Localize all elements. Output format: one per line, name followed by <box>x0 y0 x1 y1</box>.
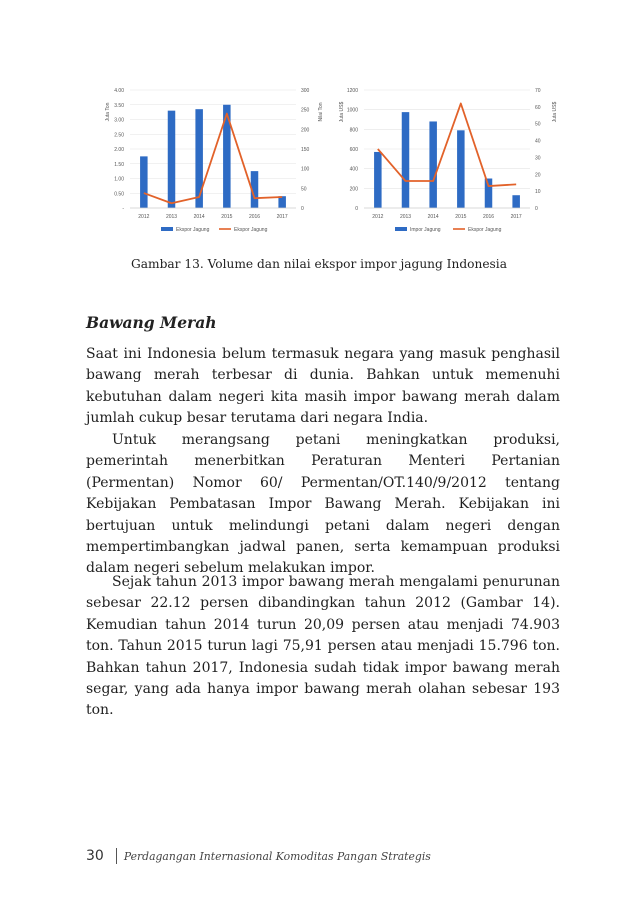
paragraph-3: Sejak tahun 2013 impor bawang merah mengalami penurunan sebesar 22.12 persen dibandingkan tahun 2012 (Gambar 14). Kemudian tahun 2014 turun 20,09 persen atau menjadi 74.903 ton. Tahun 2015 turun lagi 75,91 persen atau menjadi 15.796 ton. Bahkan tahun 2017, Indonesia sudah tidak impor bawang merah segar, yang ada hanya impor bawang merah olahan sebesar 193 ton. <box>86 574 560 719</box>
y-tick-right: 100 <box>301 166 310 173</box>
bar <box>140 156 148 208</box>
paragraph-1: Saat ini Indonesia belum termasuk negara yang masuk penghasil bawang merah terbesar di dunia. Bahkan untuk memenuhi kebutuhan dalam negeri kita masih impor bawang merah dalam jumlah cukup besar terutama dari negara India. <box>86 346 560 427</box>
y-tick-left: 3.00 <box>114 117 124 124</box>
figure-caption: Gambar 13. Volume dan nilai ekspor impor jagung Indonesia <box>131 257 507 271</box>
legend-swatch-bar <box>395 227 407 231</box>
series-line <box>378 103 516 186</box>
legend-label-bar: Ekspor Jagung <box>176 227 210 233</box>
y-tick-left: 2.00 <box>114 147 124 153</box>
y-axis-label-left: Juta US$ <box>339 101 345 123</box>
figure-13 <box>100 82 562 244</box>
y-axis-label-right: Nilai Ton <box>318 102 324 122</box>
y-tick-left: 2.50 <box>114 132 124 139</box>
y-tick-left: 0 <box>355 206 358 212</box>
y-axis-label-left: Juta Ton <box>105 102 111 122</box>
y-tick-right: 30 <box>535 155 541 162</box>
y-tick-right: 250 <box>301 107 310 114</box>
series-line <box>144 114 282 204</box>
bar <box>402 112 410 208</box>
chart-volume-export <box>100 82 328 244</box>
y-axis-label-right: Juta US$ <box>552 101 558 123</box>
y-tick-right: 150 <box>301 147 310 153</box>
y-tick-left: 3.50 <box>114 102 124 109</box>
y-tick-right: 20 <box>535 172 541 179</box>
paragraph-2: Untuk merangsang petani meningkatkan produksi, pemerintah menerbitkan Peraturan Menteri Pertanian (Permentan) Nomor 60/ Permentan/OT.140/9/2012 tentang Kebijakan Pembatasan Impor Bawang Merah. Kebijakan ini bertujuan untuk melindungi petani dalam negeri dengan mempertimbangkan jadwal panen, serta kemampuan produksi dalam negeri sebelum melakukan impor. <box>86 432 560 577</box>
legend-label-line: Ekspor Jagung <box>234 227 268 233</box>
bar <box>195 109 203 208</box>
x-tick-label: 2012 <box>138 214 150 220</box>
bar <box>374 152 382 208</box>
y-tick-left: 4.00 <box>114 88 124 94</box>
x-tick-label: 2017 <box>510 214 522 220</box>
bar <box>168 111 176 208</box>
x-tick-label: 2015 <box>221 214 233 220</box>
x-tick-label: 2014 <box>427 214 439 220</box>
x-tick-label: 2012 <box>372 214 384 220</box>
y-tick-right: 0 <box>301 206 304 212</box>
y-tick-right: 10 <box>535 189 541 196</box>
bar <box>485 179 493 209</box>
y-tick-right: 40 <box>535 138 541 145</box>
y-tick-right: 200 <box>301 127 310 134</box>
y-tick-left: 400 <box>349 166 358 173</box>
y-tick-right: 60 <box>535 104 541 111</box>
x-tick-label: 2016 <box>482 214 495 220</box>
chart-value-export-import-svg <box>334 82 562 244</box>
x-tick-label: 2016 <box>248 214 261 220</box>
footer-divider <box>116 848 117 864</box>
x-tick-label: 2015 <box>455 214 467 220</box>
y-tick-right: 70 <box>535 88 541 94</box>
book-title: Perdagangan Internasional Komoditas Pangan Strategis <box>123 849 431 863</box>
page-footer <box>86 848 431 864</box>
bar <box>457 130 465 208</box>
legend-swatch-bar <box>161 227 173 231</box>
legend-label-bar: Impor Jagung <box>410 227 441 233</box>
y-tick-left: - <box>122 206 124 212</box>
y-tick-left: 1200 <box>346 88 358 94</box>
y-tick-right: 0 <box>535 206 538 212</box>
y-tick-left: 0.50 <box>114 191 124 198</box>
x-tick-label: 2017 <box>276 214 288 220</box>
y-tick-left: 200 <box>349 186 358 193</box>
section-title: Bawang Merah <box>86 313 217 332</box>
page-number: 30 <box>86 848 104 864</box>
bar <box>429 121 437 208</box>
y-tick-right: 300 <box>301 88 310 94</box>
y-tick-left: 1000 <box>346 107 358 114</box>
chart-value-export-import <box>334 82 562 244</box>
y-tick-right: 50 <box>535 121 541 128</box>
x-tick-label: 2013 <box>165 214 178 220</box>
y-tick-left: 1.50 <box>114 161 124 168</box>
y-tick-right: 50 <box>301 186 307 193</box>
chart-volume-export-svg <box>100 82 328 244</box>
legend-label-line: Ekspor Jagung <box>468 227 502 233</box>
x-tick-label: 2013 <box>399 214 412 220</box>
y-tick-left: 800 <box>349 127 358 134</box>
bar <box>512 195 520 208</box>
x-tick-label: 2014 <box>193 214 205 220</box>
y-tick-left: 600 <box>349 147 358 153</box>
y-tick-left: 1.00 <box>114 176 124 183</box>
